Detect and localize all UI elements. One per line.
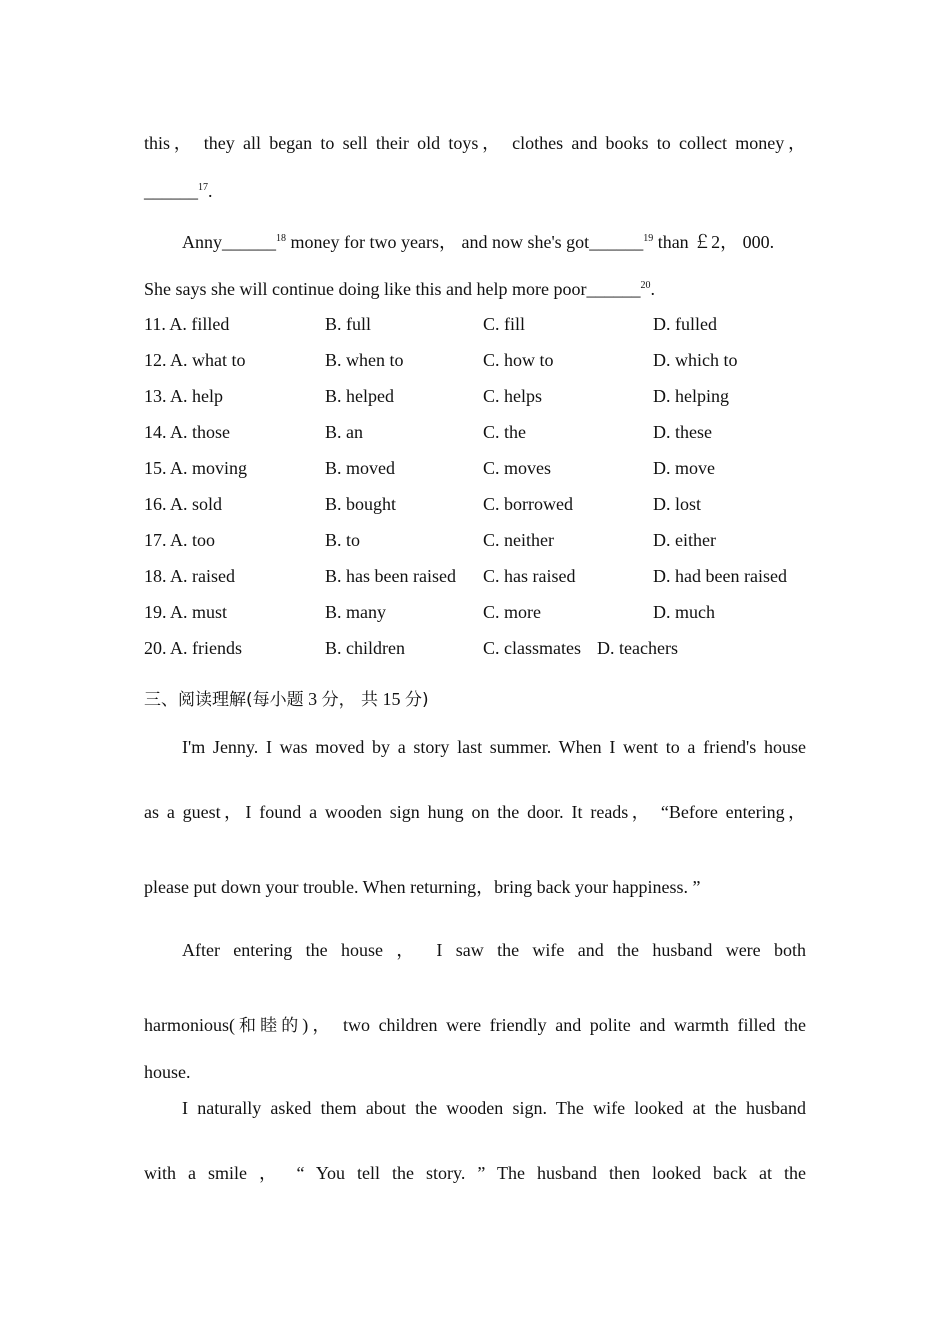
option-b: B. an [325, 422, 363, 442]
option-a: 18. A. raised [144, 566, 235, 586]
option-a: 17. A. too [144, 530, 216, 550]
passage-text: than ￡2， 000. [653, 232, 775, 252]
reading-line: After entering the house ， I saw the wife and the husband were both [182, 940, 806, 960]
question-options-17 [144, 529, 806, 553]
blank-number: 17 [198, 182, 208, 193]
option-b: B. many [325, 602, 386, 622]
option-d: D. these [653, 422, 712, 442]
blank: ______ [144, 181, 198, 201]
reading-text: )， two children were friendly and polite and warmth filled the [302, 1015, 806, 1035]
section-title [144, 688, 429, 711]
option-d: D. much [653, 602, 715, 622]
option-d: D. had been raised [653, 566, 787, 586]
blank-number: 20 [640, 280, 651, 291]
option-c: C. more [483, 602, 541, 622]
option-d: D. fulled [653, 314, 717, 334]
question-options-16 [144, 493, 806, 517]
option-c: C. moves [483, 458, 552, 478]
option-d: D. move [653, 458, 715, 478]
reading-line: I'm Jenny. I was moved by a story last summer. When I went to a friend's house [182, 737, 806, 757]
passage-line-blank-17 [144, 180, 806, 202]
option-a: 16. A. sold [144, 494, 223, 514]
passage-text: She says she will continue doing like this and help more poor [144, 279, 587, 299]
option-a: 12. A. what to [144, 350, 246, 370]
reading-line: I naturally asked them about the wooden sign. The wife looked at the husband [182, 1098, 806, 1118]
chinese-gloss: 和睦的 [234, 1016, 303, 1036]
option-d: D. teachers [597, 638, 678, 658]
blank-number: 19 [643, 233, 654, 244]
question-options-13 [144, 385, 806, 409]
question-options-20 [144, 637, 806, 661]
question-options-19 [144, 601, 806, 625]
punctuation: . [208, 181, 213, 201]
option-b: B. full [325, 314, 372, 334]
option-c: C. the [483, 422, 526, 442]
section-title-text: 分) [405, 690, 429, 710]
passage-line: this， they all began to sell their old toys， clothes and books to collect money， [144, 133, 806, 153]
option-a: 20. A. friends [144, 638, 242, 658]
option-b: B. bought [325, 494, 397, 514]
option-b: B. moved [325, 458, 395, 478]
reading-text: harmonious( [144, 1015, 235, 1035]
passage-text: money for two years， and now she's got [286, 232, 590, 252]
option-a: 19. A. must [144, 602, 228, 622]
question-options-14 [144, 421, 806, 445]
passage-line-blank-20 [144, 278, 806, 300]
blank: ______ [586, 279, 641, 299]
punctuation: . [650, 279, 655, 299]
option-b: B. helped [325, 386, 394, 406]
reading-line: house. [144, 1062, 191, 1082]
reading-line: with a smile ， “ You tell the story. ” The husband then looked back at the [144, 1163, 806, 1183]
option-a: 11. A. filled [144, 314, 230, 334]
option-b: B. when to [325, 350, 404, 370]
option-d: D. which to [653, 350, 738, 370]
option-c: C. has raised [483, 566, 576, 586]
option-a: 14. A. those [144, 422, 231, 442]
question-options-11 [144, 313, 806, 337]
section-title-text: 分， 共 [321, 690, 379, 710]
option-d: D. helping [653, 386, 729, 406]
blank: ______ [589, 232, 644, 252]
passage-text: Anny [182, 232, 222, 252]
blank: ______ [222, 232, 276, 252]
option-b: B. has been raised [325, 566, 456, 586]
option-b: B. children [325, 638, 405, 658]
section-title-number: 15 [378, 689, 406, 709]
question-options-15 [144, 457, 806, 481]
question-options-12 [144, 349, 806, 373]
option-c: C. borrowed [483, 494, 573, 514]
option-c: C. fill [483, 314, 526, 334]
reading-line: as a guest，I found a wooden sign hung on the door. It reads， “Before entering， [144, 802, 806, 822]
option-d: D. lost [653, 494, 702, 514]
option-b: B. to [325, 530, 361, 550]
reading-line [144, 1014, 806, 1037]
option-a: 13. A. help [144, 386, 223, 406]
passage-line-blanks-18-19 [182, 231, 806, 253]
reading-line: please put down your trouble. When returning，bring back your happiness. ” [144, 877, 701, 897]
section-title-text: 三、阅读理解(每小题 [144, 690, 304, 710]
option-c: C. helps [483, 386, 543, 406]
option-c: C. neither [483, 530, 554, 550]
option-c: C. how to [483, 350, 554, 370]
blank-number: 18 [276, 233, 286, 244]
option-a: 15. A. moving [144, 458, 248, 478]
option-c: C. classmates [483, 638, 581, 658]
section-title-number: 3 [303, 689, 322, 709]
option-d: D. either [653, 530, 716, 550]
question-options-18 [144, 565, 806, 589]
